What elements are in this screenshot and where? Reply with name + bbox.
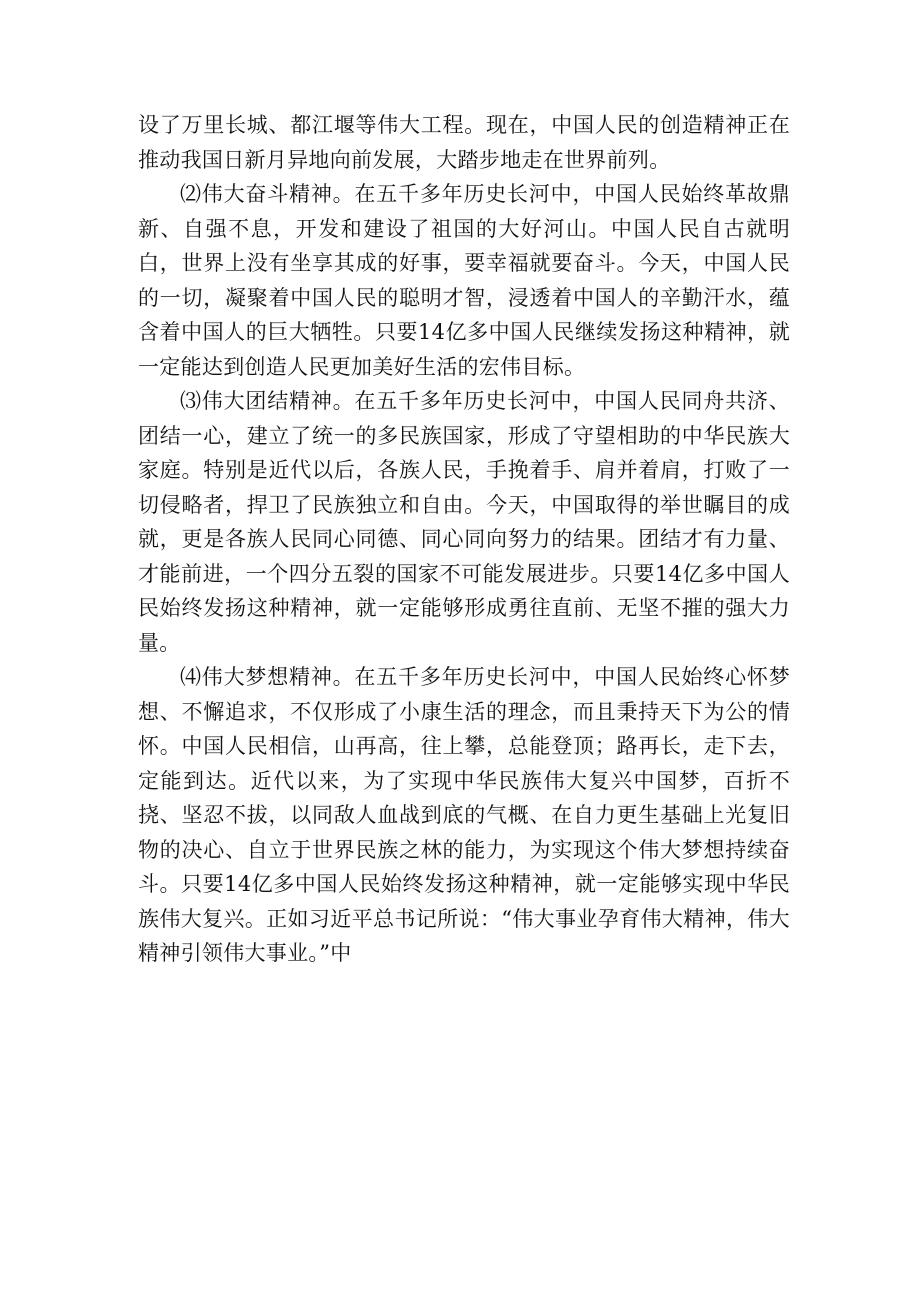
- paragraph-continuation: 设了万里长城、都江堰等伟大工程。现在，中国人民的创造精神正在推动我国日新月异地向前发展，大踏步地走在世界前列。: [138, 113, 790, 172]
- body-text: [138, 108, 790, 971]
- paragraph-unity-spirit: ⑶伟大团结精神。在五千多年历史长河中，中国人民同舟共济、团结一心，建立了统一的多民族国家，形成了守望相助的中华民族大家庭。特别是近代以后，各族人民，手挽着手、肩并着肩，打败了一切侵略者，捍卫了民族独立和自由。今天，中国取得的举世瞩目的成就，更是各族人民同心同德、同心同向努力的结果。团结才有力量、才能前进，一个四分五裂的国家不可能发展进步。只要14亿多中国人民始终发扬这种精神，就一定能够形成勇往直前、无坚不摧的强大力量。: [138, 389, 790, 655]
- paragraph-struggle-spirit: ⑵伟大奋斗精神。在五千多年历史长河中，中国人民始终革故鼎新、自强不息，开发和建设了祖国的大好河山。中国人民自古就明白，世界上没有坐享其成的好事，要幸福就要奋斗。今天，中国人民的一切，凝聚着中国人民的聪明才智，浸透着中国人的辛勤汗水，蕴含着中国人的巨大牺牲。只要14亿多中国人民继续发扬这种精神，就一定能达到创造人民更加美好生活的宏伟目标。: [138, 182, 790, 379]
- paragraph-dream-spirit: ⑷伟大梦想精神。在五千多年历史长河中，中国人民始终心怀梦想、不懈追求，不仅形成了小康生活的理念，而且秉持天下为公的情怀。中国人民相信，山再高，往上攀，总能登顶；路再长，走下去，定能到达。近代以来，为了实现中华民族伟大复兴中国梦，百折不挠、坚忍不拔，以同敌人血战到底的气概、在自力更生基础上光复旧物的决心、自立于世界民族之林的能力，为实现这个伟大梦想持续奋斗。只要14亿多中国人民始终发扬这种精神，就一定能够实现中华民族伟大复兴。正如习近平总书记所说：“伟大事业孕育伟大精神，伟大精神引领伟大事业。”中: [138, 665, 790, 965]
